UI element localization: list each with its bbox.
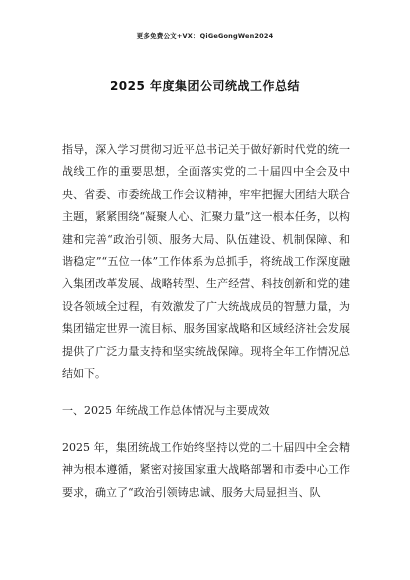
- section-heading: 一、2025 年统战工作总体情况与主要成效: [62, 404, 270, 417]
- intro-paragraph: 指导，深入学习贯彻习近平总书记关于做好新时代党的统一战线工作的重要思想，全面落实党的二十届四中全会及中央、省委、市委统战工作会议精神，牢牢把握大团结大联合主题，紧紧围绕“凝聚人心、汇聚力量”这一根本任务，以构建和完善“政治引领、服务大局、队伍建设、机制保障、和谐稳定”“五位一体”工作体系为总抓手，将统战工作深度融入集团改革发展、战略转型、生产经营、科技创新和党的建设各领域全过程，有效激发了广大统战成员的智慧力量，为集团锚定世界一流目标、服务国家战略和区域经济社会发展提供了广泛力量支持和坚实统战保障。现将全年工作情况总结如下。: [62, 143, 350, 381]
- body-paragraph: 2025 年，集团统战工作始终坚持以党的二十届四中全会精神为根本遵循，紧密对接国家重大战略部署和市委中心工作要求，确立了“政治引领铸忠诚、服务大局显担当、队: [62, 441, 350, 499]
- document-title: 2025 年度集团公司统战工作总结: [109, 79, 301, 93]
- header-note: 更多免费公文+VX：QiGeGongWen2024: [136, 32, 274, 40]
